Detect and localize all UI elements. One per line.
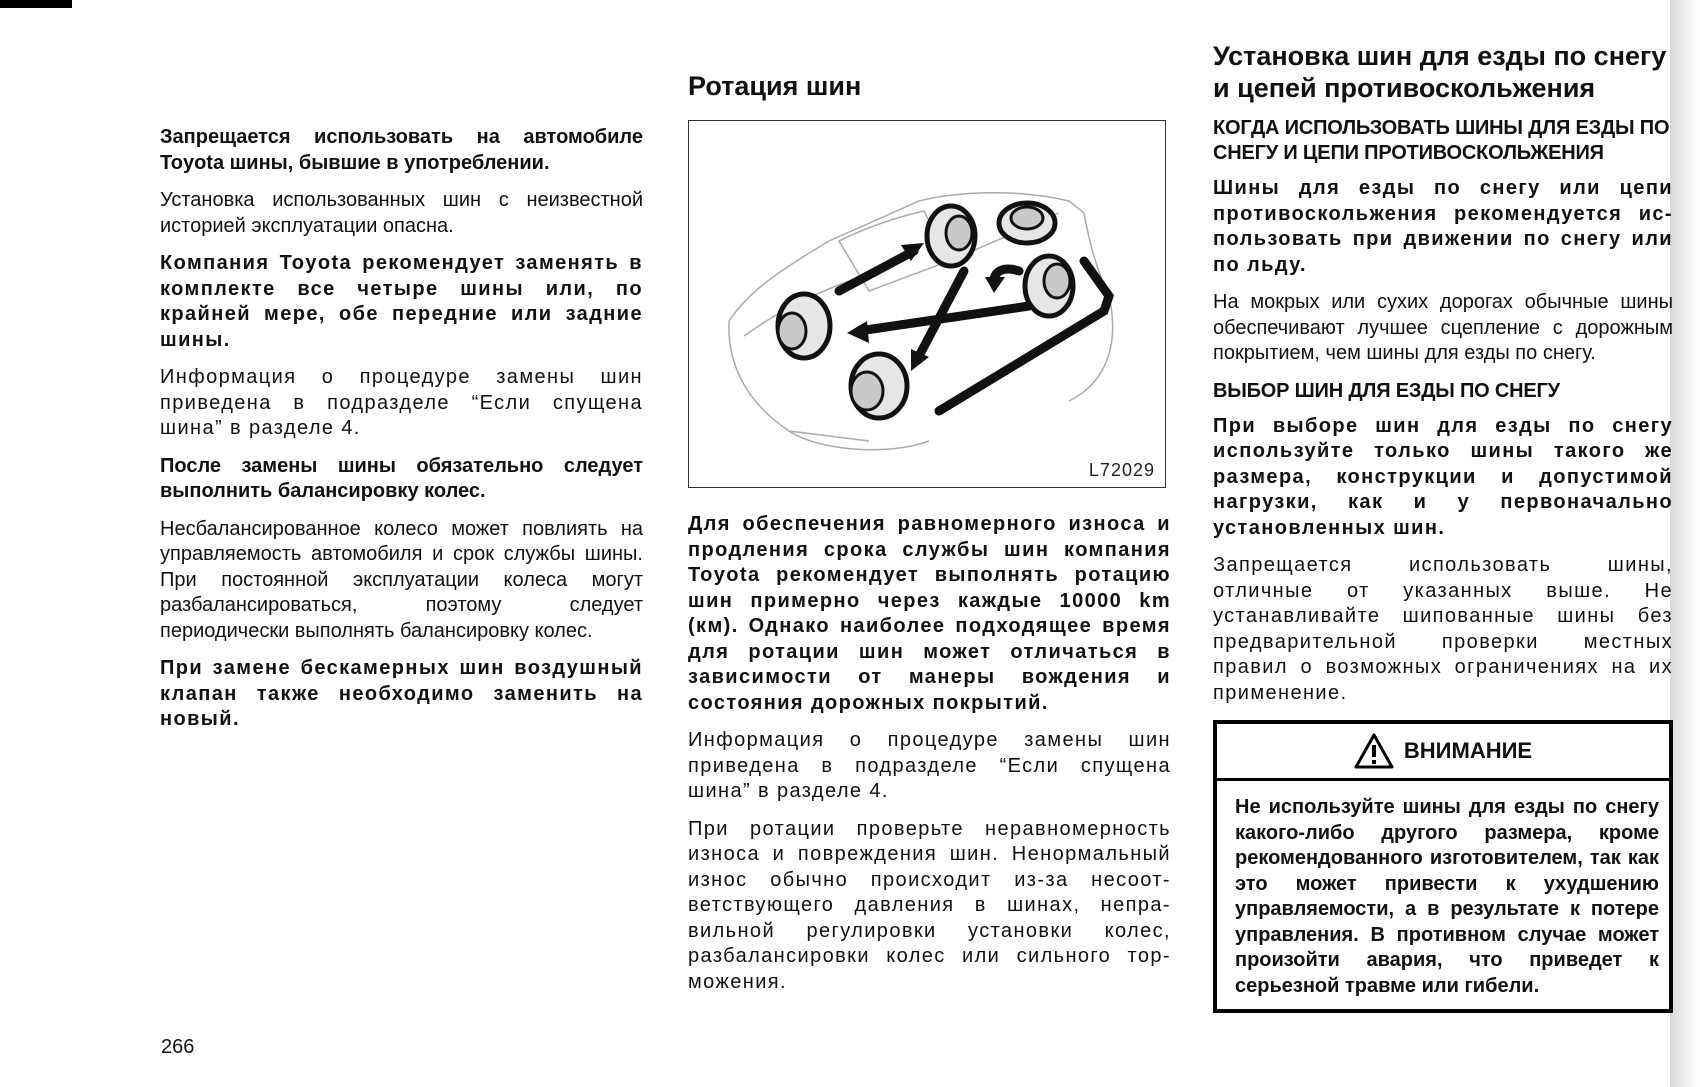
corner-scan-mark: [0, 0, 72, 8]
studded-tires-note: Запрещается использовать шины, отличные от указанных выше. Не устанавливайте шипованные шины без предварительной проверки местных правил о возможных ограничениях на их применение.: [1213, 554, 1673, 704]
caution-title: ВНИМАНИЕ: [1403, 738, 1533, 763]
caution-text: Не используйте шины для езды по снегу какого-либо другого размера, кроме рекомендованного изготовителем, так как это может привести к ухудшению управляемости, а в результате к потере управления. В противном случае может произойти авария, что приведет к серьезной травме или гибели.: [1235, 796, 1659, 997]
normal-tires-traction: На мокрых или сухих дорогах обычные шины обеспечивают лучшее сцепление с дорожным покрытием, чем шины для езды по снегу.: [1213, 291, 1673, 364]
section-title-tire-rotation: Ротация шин: [688, 71, 862, 101]
heading-when-to-use: КОГДА ИСПОЛЬЗОВАТЬ ШИНЫ ДЛЯ ЕЗДЫ ПО СНЕГУ И ЦЕПИ ПРОТИВОСКОЛЬЖЕНИЯ: [1213, 117, 1670, 164]
rotation-info-reference: Информация о процедуре замены шин приведена в подразделе “Если спущена шина” в разделе 4.: [688, 729, 1171, 802]
caution-body: [1217, 781, 1669, 1009]
heading-choosing-snow-tires: ВЫБОР ШИН ДЛЯ ЕЗДЫ ПО СНЕГУ: [1213, 379, 1560, 402]
wheel-rear-right: [1025, 256, 1073, 316]
caution-box: [1213, 720, 1673, 1013]
tire-rotation-diagram: [689, 121, 1167, 489]
snow-tires-recommendation: Шины для езды по снегу или цепи противоскольжения рекомендуется ис-пользовать при движении по снегу или по льду.: [1213, 177, 1673, 276]
used-tires-text: Установка использованных шин с неизвестной историей эксплуатации опасна.: [160, 189, 643, 237]
unbalanced-wheel-text: Несбалансированное колесо может повлиять на управляемость автомобиля и срок службы шины. При постоянной эксплуатации колеса могут разбалансироваться, поэтому следует периодически выполнять балансировку колес.: [160, 517, 643, 642]
middle-column: [688, 70, 1171, 1007]
snow-tire-selection: При выборе шин для езды по снегу используйте только шины такого же размера, конструкции и допустимой нагрузки, как и у первоначально установленных шин.: [1213, 414, 1673, 539]
section-title-snow-tires: Установка шин для езды по снегу и цепей противоскольжения: [1213, 41, 1667, 103]
balancing-required: После замены шины обязательно следует выполнить балансировку колес.: [160, 454, 643, 502]
tire-change-info: Информация о процедуре замены шин приведена в подразделе “Если спущена шина” в разделе 4.: [160, 366, 643, 439]
wheel-spare: [999, 203, 1055, 243]
tire-rotation-figure: [688, 120, 1166, 488]
figure-code: L72029: [1088, 460, 1155, 480]
right-column: [1213, 40, 1673, 1013]
wheel-front-left: [778, 294, 830, 358]
wheel-rear-left: [851, 354, 907, 418]
rotation-recommendation: Для обеспечения равномерного износа и продления срока службы шин компания Toyota рекомендует выполнять ротацию шин примерно через каждые 10000 km (км). Однако наиболее подходящее время для ротации шин может отличаться в зависимости от манеры вождения и состояния дорожных покрытий.: [688, 513, 1171, 714]
warning-triangle-icon: [1354, 733, 1394, 769]
page-edge-shadow: [1670, 0, 1700, 1087]
left-column: [160, 125, 643, 745]
rotation-inspection-text: При ротации проверьте неравномерность износа и повреждения шин. Ненормальный износ обычно происходит из-за несоот-ветствующего давления в шинах, непра-вильной регулировки установки колес, разбалансировки колес или сильного тор-можения.: [688, 817, 1171, 993]
replace-all-tires-recommendation: Компания Toyota рекомендует заменять в комплекте все четыре шины или, по крайней мере, обе передние или задние шины.: [160, 252, 643, 351]
wheel-front-right: [927, 206, 975, 266]
tubeless-valve-note: При замене бескамерных шин воздушный клапан также необходимо заменить на новый.: [160, 657, 643, 730]
page-number: 266: [161, 1036, 195, 1058]
caution-header: [1217, 724, 1669, 781]
used-tires-warning: Запрещается использовать на автомобиле Toyota шины, бывшие в употреблении.: [160, 126, 643, 174]
